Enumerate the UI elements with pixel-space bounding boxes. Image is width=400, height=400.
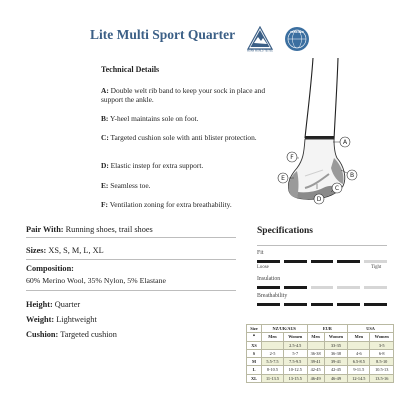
men-header: Men <box>307 333 324 341</box>
table-cell: 6.5-8.5 <box>348 358 370 366</box>
tech-item-f: F: Ventilation zoning for extra breathability. <box>101 200 232 209</box>
gender-icon: ⚬ <box>247 333 262 341</box>
bar-segment <box>257 303 280 306</box>
eur-header: EUR <box>307 325 348 333</box>
cushion-line: Cushion: Targeted cushion <box>26 330 117 339</box>
insulation-bar <box>257 286 387 289</box>
table-cell: 3-5 <box>370 341 394 349</box>
bar-segment <box>364 286 387 289</box>
table-row <box>247 366 394 374</box>
fit-loose-label: Loose <box>257 265 269 270</box>
table-cell: 12-14.5 <box>348 374 370 382</box>
women-header: Women <box>283 333 307 341</box>
pair-with-line: Pair With: Running shoes, trail shoes <box>26 225 153 234</box>
insulation-label: Insulation <box>257 276 281 282</box>
bar-segment <box>311 286 334 289</box>
table-cell: 36-38 <box>324 349 348 357</box>
label-b: B <box>349 172 355 180</box>
table-cell <box>262 341 284 349</box>
separator <box>257 245 387 246</box>
separator <box>26 259 236 260</box>
label-c: C <box>334 185 340 193</box>
tech-item-b: B: Y-heel maintains sole on foot. <box>101 114 199 123</box>
label-f: F <box>290 154 294 162</box>
bar-segment <box>337 303 360 306</box>
table-cell: 46-49 <box>324 374 348 382</box>
table-cell: 13-15.5 <box>283 374 307 382</box>
separator <box>26 290 236 291</box>
page-title: Lite Multi Sport Quarter <box>90 27 236 42</box>
size-cell: L <box>247 366 262 374</box>
table-cell: 6-8 <box>370 349 394 357</box>
table-cell: 2-5 <box>262 349 284 357</box>
tech-item-e: E: Seamless toe. <box>101 181 151 190</box>
bar-segment <box>284 303 307 306</box>
sock-diagram <box>265 58 365 218</box>
nz-uk-aus-header: NZ/UK/AUS <box>262 325 308 333</box>
label-a: A <box>342 139 348 147</box>
table-cell: 10.5-13 <box>370 366 394 374</box>
table-cell: 39-41 <box>324 358 348 366</box>
bar-segment <box>257 286 280 289</box>
bar-segment <box>364 260 387 263</box>
table-cell: 33-35 <box>324 341 348 349</box>
merino-badge-text: MERINO <box>290 30 304 35</box>
women-header: Women <box>324 333 348 341</box>
specifications-title: Specifications <box>257 226 313 236</box>
bar-segment <box>337 260 360 263</box>
table-cell: 46-49 <box>307 374 324 382</box>
label-e: E <box>281 175 285 183</box>
table-cell: 11-13.5 <box>262 374 284 382</box>
table-cell: 5-7 <box>283 349 307 357</box>
size-cell: M <box>247 358 262 366</box>
tech-item-c: C: Targeted cushion sole with anti blister protection. <box>101 133 257 142</box>
table-cell: 5.5-7.5 <box>262 358 284 366</box>
men-header: Men <box>348 333 370 341</box>
table-row <box>247 341 394 349</box>
tested-badge-icon <box>247 26 273 52</box>
table-cell <box>348 341 370 349</box>
weight-line: Weight: Lightweight <box>26 315 97 324</box>
separator <box>26 237 236 238</box>
men-header: Men <box>262 333 284 341</box>
table-cell: 8.5-10 <box>370 358 394 366</box>
merino-globe-icon <box>284 26 310 52</box>
table-cell: 36-38 <box>307 349 324 357</box>
fit-label: Fit <box>257 250 264 256</box>
size-cell: XL <box>247 374 262 382</box>
size-cell: XS <box>247 341 262 349</box>
tested-badge-text: WORN WORLD TESTED <box>247 49 273 52</box>
bar-segment <box>364 303 387 306</box>
table-cell: 13.5-16 <box>370 374 394 382</box>
composition-label: Composition: <box>26 264 74 273</box>
breathability-label: Breathability <box>257 293 288 299</box>
table-cell: 42-45 <box>324 366 348 374</box>
women-header: Women <box>370 333 394 341</box>
sizes-line: Sizes: XS, S, M, L, XL <box>26 246 104 255</box>
fit-tight-label: Tight <box>371 265 382 270</box>
table-cell: 39-41 <box>307 358 324 366</box>
table-cell: 10-12.5 <box>283 366 307 374</box>
fit-bar <box>257 260 387 263</box>
table-row <box>247 349 394 357</box>
table-cell: 4-6 <box>348 349 370 357</box>
table-row <box>247 358 394 366</box>
bar-segment <box>337 286 360 289</box>
breathability-bar <box>257 303 387 306</box>
tech-item-a: A: Double welt rib band to keep your sock in place and support the ankle. <box>101 86 266 105</box>
table-cell: 7.5-9.5 <box>283 358 307 366</box>
bar-segment <box>257 260 280 263</box>
table-cell <box>307 341 324 349</box>
bar-segment <box>311 303 334 306</box>
usa-header: USA <box>348 325 394 333</box>
size-cell: S <box>247 349 262 357</box>
label-d: D <box>316 196 322 204</box>
table-cell: 2.5-4.5 <box>283 341 307 349</box>
size-header: Size <box>247 325 262 333</box>
table-cell: 42-45 <box>307 366 324 374</box>
technical-details-heading: Technical Details <box>101 65 160 74</box>
tech-item-d: D: Elastic instep for extra support. <box>101 161 204 170</box>
table-row <box>247 374 394 382</box>
table-cell: 8-10.5 <box>262 366 284 374</box>
bar-segment <box>284 286 307 289</box>
bar-segment <box>284 260 307 263</box>
size-chart-table <box>246 324 394 383</box>
composition-value: 60% Merino Wool, 35% Nylon, 5% Elastane <box>26 276 166 285</box>
table-cell: 9-11.5 <box>348 366 370 374</box>
height-line: Height: Quarter <box>26 300 81 309</box>
bar-segment <box>311 260 334 263</box>
